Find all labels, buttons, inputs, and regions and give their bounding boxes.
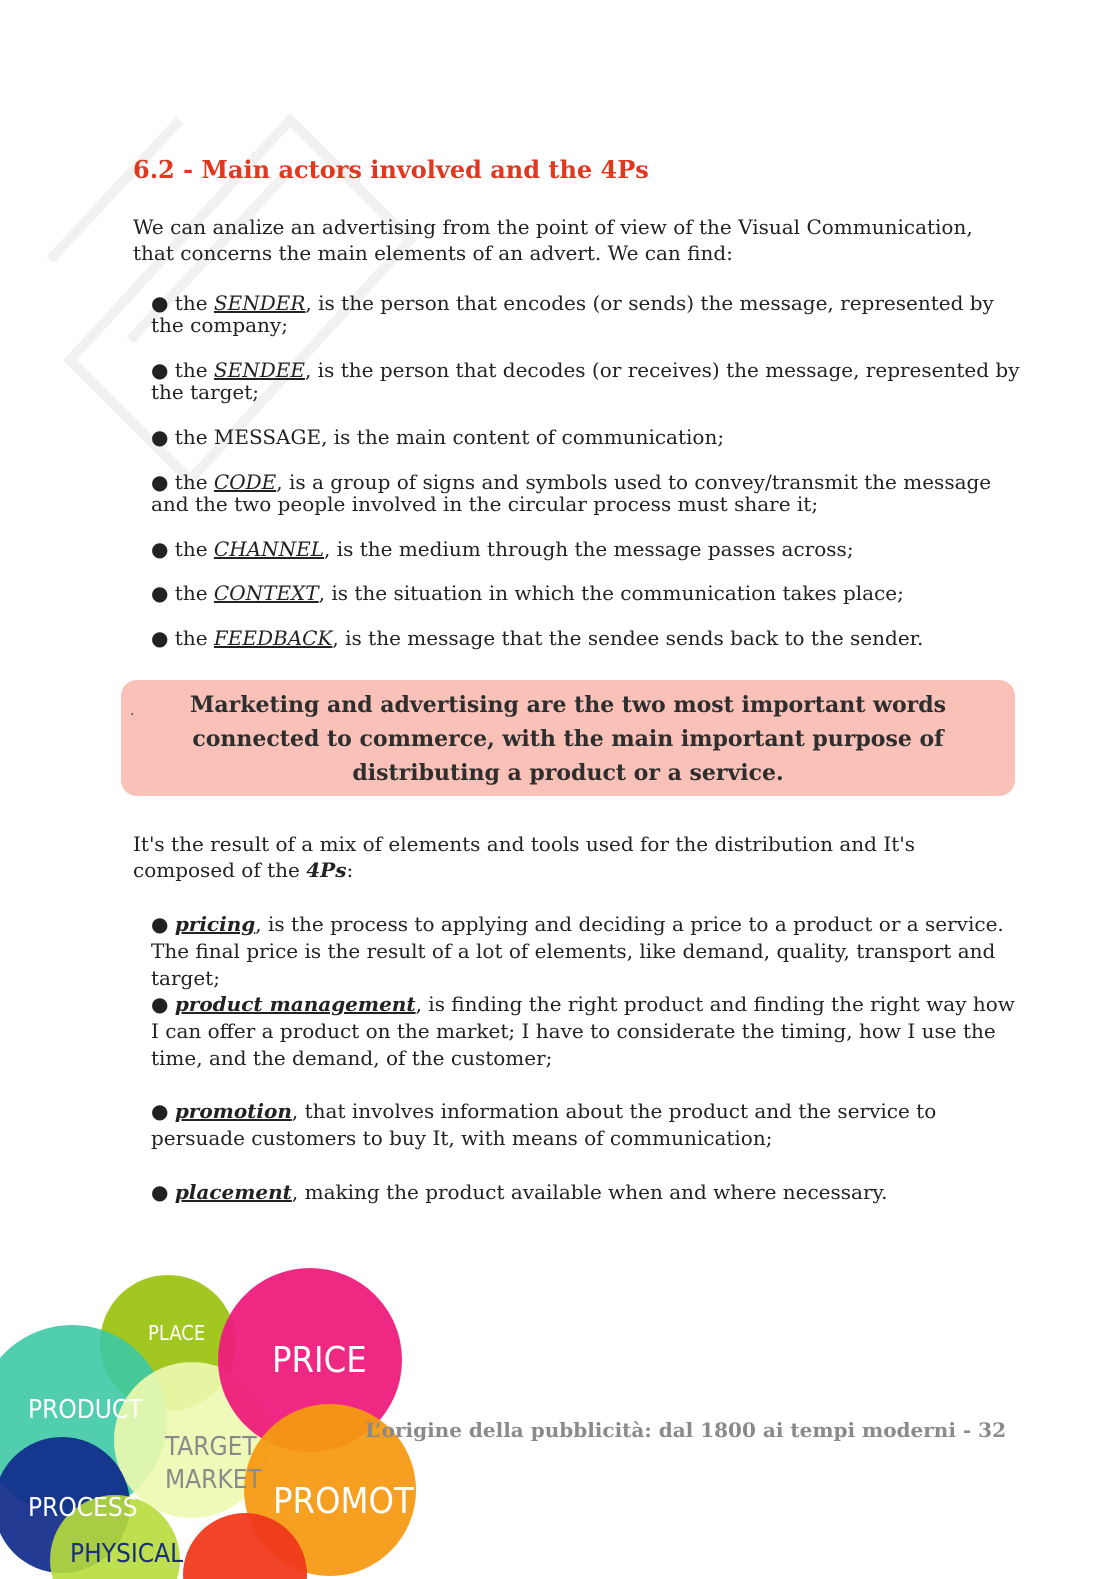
list-item-code: ● the CODE, is a group of signs and symbols used to convey/transmit the message and the two people involved in the circular process must share it; (151, 470, 992, 516)
list-item-channel: ● the CHANNEL, is the medium through the message passes across; (151, 537, 854, 561)
label-product: PRODUCT (28, 1395, 143, 1425)
label-process: PROCESS (28, 1493, 138, 1523)
list-item-product-management: ● product management, is finding the right product and finding the right way how I can offer a product on the market; I have to considerate the timing, how I use the time, and the demand, of the customer; (151, 992, 1015, 1070)
section-heading: 6.2 - Main actors involved and the 4Ps (133, 155, 649, 184)
mix-paragraph: It's the result of a mix of elements and tools used for the distribution and It's composed of the 4Ps: (133, 832, 916, 882)
list-item-feedback: ● the FEEDBACK, is the message that the sendee sends back to the sender. (151, 626, 924, 650)
highlight-callout (121, 680, 1015, 796)
list-item-sendee: ● the SENDEE, is the person that decodes (or receives) the message, represented by the target; (151, 358, 1020, 404)
callout-text: Marketing and advertising are the two most important words connected to commerce, with the main important purpose of distributing a product or a service. (190, 692, 946, 786)
label-place: PLACE (148, 1321, 206, 1345)
list-item-pricing: ● pricing, is the process to applying and deciding a price to a product or a service. The final price is the result of a lot of elements, like demand, quality, transport and target; (151, 912, 1004, 990)
list-item-message: ● the MESSAGE, is the main content of communication; (151, 425, 725, 449)
label-price: PRICE (272, 1340, 367, 1381)
list-item-sender: ● the SENDER, is the person that encodes (or sends) the message, represented by the company; (151, 291, 994, 337)
label-target: TARGET (165, 1432, 257, 1462)
list-item-promotion: ● promotion, that involves information about the product and the service to persuade customers to buy It, with means of communication; (151, 1099, 937, 1150)
watermark-graphic (30, 60, 450, 480)
page-footer: L’origine della pubblicità: dal 1800 ai tempi moderni - 32 (365, 1418, 1006, 1442)
list-item-context: ● the CONTEXT, is the situation in which the communication takes place; (151, 581, 904, 605)
intro-paragraph: We can analize an advertising from the point of view of the Visual Communication, that concerns the main elements of an advert. We can find: (133, 215, 973, 265)
label-market: MARKET (165, 1465, 262, 1495)
four-ps-term: 4Ps (306, 858, 347, 882)
callout-dot: . (130, 703, 135, 719)
label-physical: PHYSICAL (70, 1539, 184, 1569)
label-promotion: PROMOTION (273, 1481, 473, 1522)
list-item-placement: ● placement, making the product available when and where necessary. (151, 1180, 888, 1204)
